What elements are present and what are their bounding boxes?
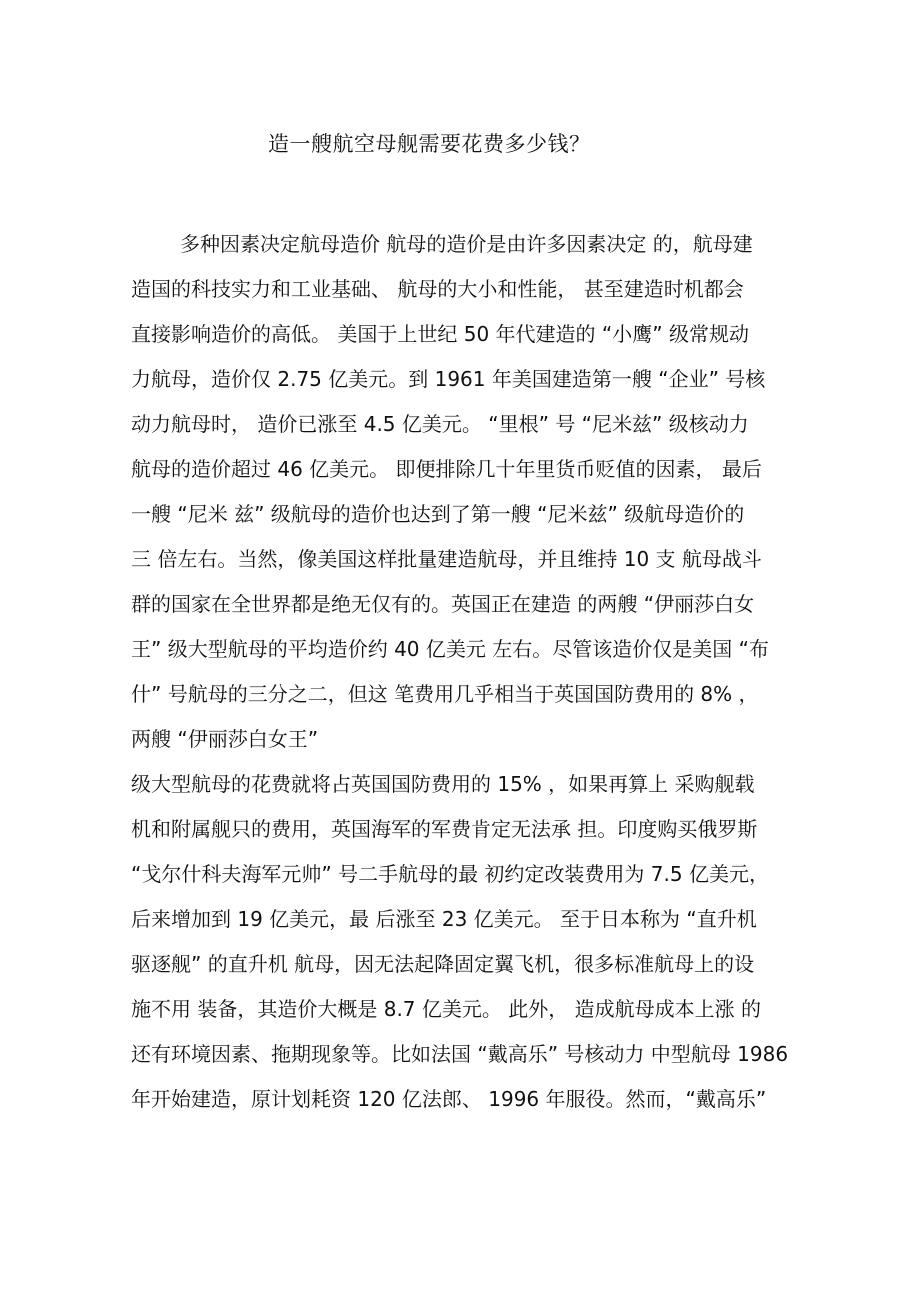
- paragraph-line: 航母的造价超过 46 亿美元。 即便排除几十年里货币贬值的因素， 最后: [131, 457, 762, 481]
- paragraph-line: 一艘 “尼米 兹” 级航母的造价也达到了第一艘 “尼米兹” 级航母造价的: [131, 502, 745, 526]
- paragraph-line: 后来增加到 19 亿美元，最 后涨至 23 亿美元。 至于日本称为 “直升机: [131, 907, 757, 931]
- paragraph-line: 机和附属舰只的费用，英国海军的军费肯定无法承 担。印度购买俄罗斯: [131, 817, 758, 841]
- paragraph-line: 年开始建造，原计划耗资 120 亿法郎、 1996 年服役。然而，“戴高乐”: [131, 1087, 767, 1111]
- paragraph-line: 级大型航母的花费就将占英国国防费用的 15% ，如果再算上 采购舰载: [131, 772, 755, 796]
- paragraph-line: 直接影响造价的高低。 美国于上世纪 50 年代建造的 “小鹰” 级常规动: [131, 322, 749, 346]
- paragraph-line: 两艘 “伊丽莎白女王”: [131, 727, 319, 751]
- paragraph-line: 动力航母时， 造价已涨至 4.5 亿美元。 “里根” 号 “尼米兹” 级核动力: [131, 412, 749, 436]
- paragraph-line: 什” 号航母的三分之二，但这 笔费用几乎相当于英国国防费用的 8% ，: [131, 682, 759, 706]
- paragraph-line: 多种因素决定航母造价 航母的造价是由许多因素决定 的，航母建: [180, 232, 753, 256]
- paragraph-line: 力航母，造价仅 2.75 亿美元。到 1961 年美国建造第一艘 “企业” 号核: [131, 367, 766, 391]
- document-title: 造一艘航空母舰需要花费多少钱？: [268, 132, 591, 156]
- paragraph-line: 群的国家在全世界都是绝无仅有的。英国正在建造 的两艘 “伊丽莎白女: [131, 592, 755, 616]
- paragraph-line: 还有环境因素、拖期现象等。比如法国 “戴高乐” 号核动力 中型航母 1986: [131, 1042, 789, 1066]
- paragraph-line: 驱逐舰” 的直升机 航母，因无法起降固定翼飞机，很多标准航母上的设: [131, 952, 755, 976]
- paragraph-line: 王” 级大型航母的平均造价约 40 亿美元 左右。尽管该造价仅是美国 “布: [131, 637, 769, 661]
- paragraph-line: 造国的科技实力和工业基础、 航母的大小和性能， 甚至建造时机都会: [131, 277, 744, 301]
- paragraph-line: “戈尔什科夫海军元帅” 号二手航母的最 初约定改装费用为 7.5 亿美元，: [131, 862, 769, 886]
- paragraph-line: 三 倍左右。当然，像美国这样批量建造航母，并且维持 10 支 航母战斗: [131, 547, 762, 571]
- paragraph-line: 施不用 装备，其造价大概是 8.7 亿美元。 此外， 造成航母成本上涨 的: [131, 997, 761, 1021]
